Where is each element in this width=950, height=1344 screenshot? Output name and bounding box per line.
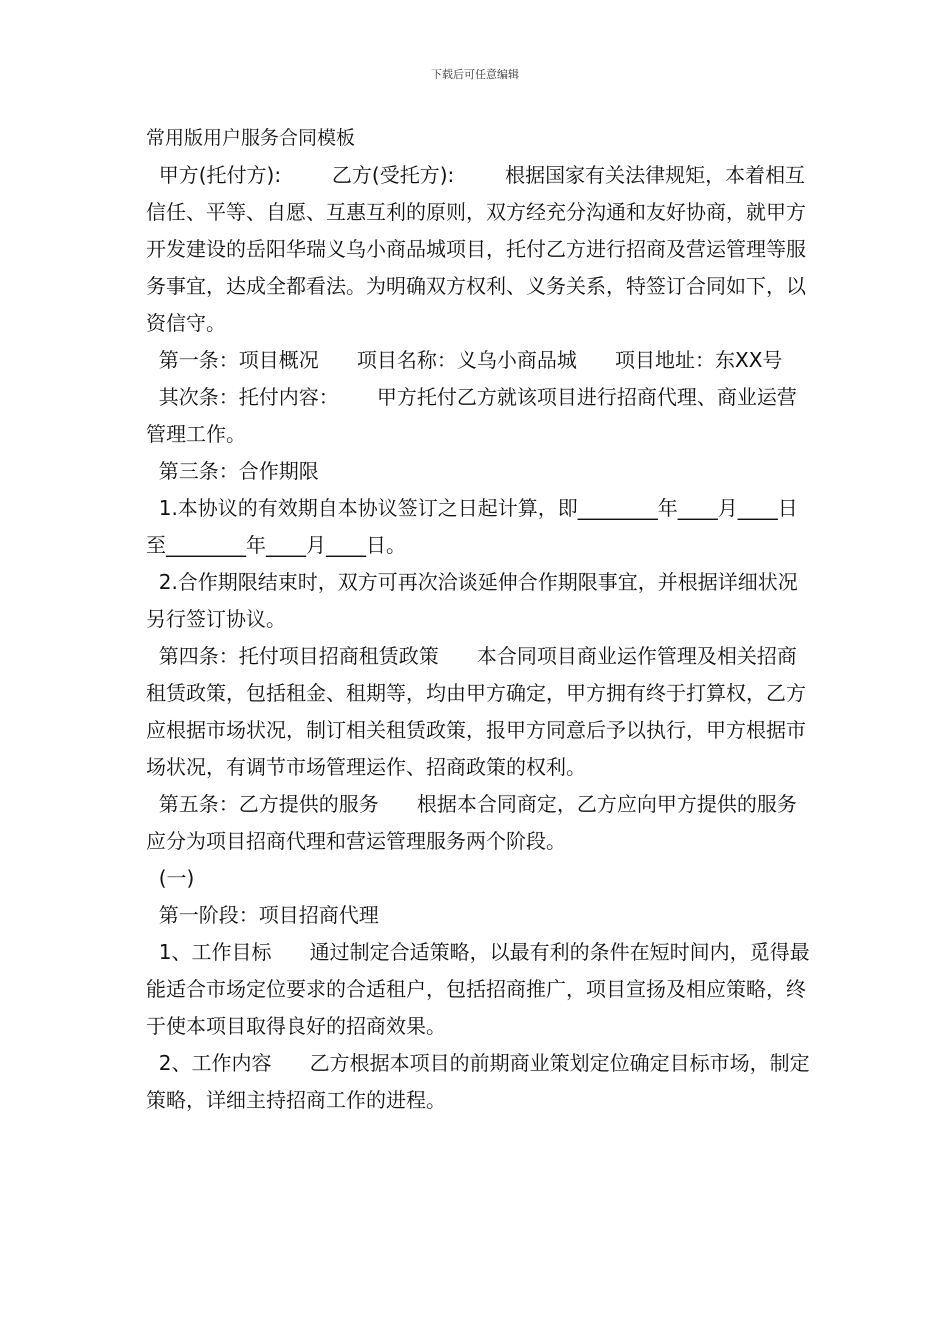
paragraph-stage-1: 第一阶段：项目招商代理 bbox=[146, 903, 379, 927]
paragraph-article-1: 第一条：项目概况 项目名称：义乌小商品城 项目地址：东XX号 bbox=[146, 348, 783, 372]
paragraph-article-4: 第四条：托付项目招商租赁政策 本合同项目商业运作管理及相关招商租赁政策，包括租金、租期等，均由甲方确定，甲方拥有终于打算权，乙方应根据市场状况，制订相关租赁政策，报甲方同意后予以执行，甲方根据市场状况，有调节市场管理运作、招商政策的权利。 bbox=[146, 644, 806, 779]
paragraph-section-1: (一) bbox=[146, 866, 195, 890]
paragraph-article-2: 其次条：托付内容： 甲方托付乙方就该项目进行招商代理、商业运营管理工作。 bbox=[146, 385, 797, 446]
paragraph-stage-1-content: 2、工作内容 乙方根据本项目的前期商业策划定位确定目标市场，制定策略，详细主持招商工作的进程。 bbox=[146, 1051, 810, 1112]
paragraph-article-3: 第三条：合作期限 bbox=[146, 459, 319, 483]
paragraph-article-3-item-1: 1.本协议的有效期自本协议签订之日起计算，即________年____月____日至________年____月____日。 bbox=[146, 496, 798, 557]
paragraph-parties: 甲方(托付方): 乙方(受托方): 根据国家有关法律规矩，本着相互信任、平等、自愿、互惠互利的原则，双方经充分沟通和友好协商，就甲方开发建设的岳阳华瑞义乌小商品城项目，托付乙方进行招商及营运管理等服务事宜，达成全都看法。为明确双方权利、义务关系，特签订合同如下，以资信守。 bbox=[146, 163, 806, 335]
page-header-note: 下载后可任意编辑 bbox=[431, 68, 519, 81]
paragraph-stage-1-goal: 1、工作目标 通过制定合适策略，以最有利的条件在短时间内，觅得最能适合市场定位要求的合适租户，包括招商推广，项目宣扬及相应策略，终于使本项目取得良好的招商效果。 bbox=[146, 940, 810, 1038]
paragraph-article-3-item-2: 2.合作期限结束时，双方可再次洽谈延伸合作期限事宜，并根据详细状况另行签订协议。 bbox=[146, 570, 798, 631]
document-body bbox=[146, 120, 812, 1119]
paragraph-article-5: 第五条：乙方提供的服务 根据本合同商定，乙方应向甲方提供的服务应分为项目招商代理和营运管理服务两个阶段。 bbox=[146, 792, 797, 853]
document-title: 常用版用户服务合同模板 bbox=[146, 127, 356, 149]
